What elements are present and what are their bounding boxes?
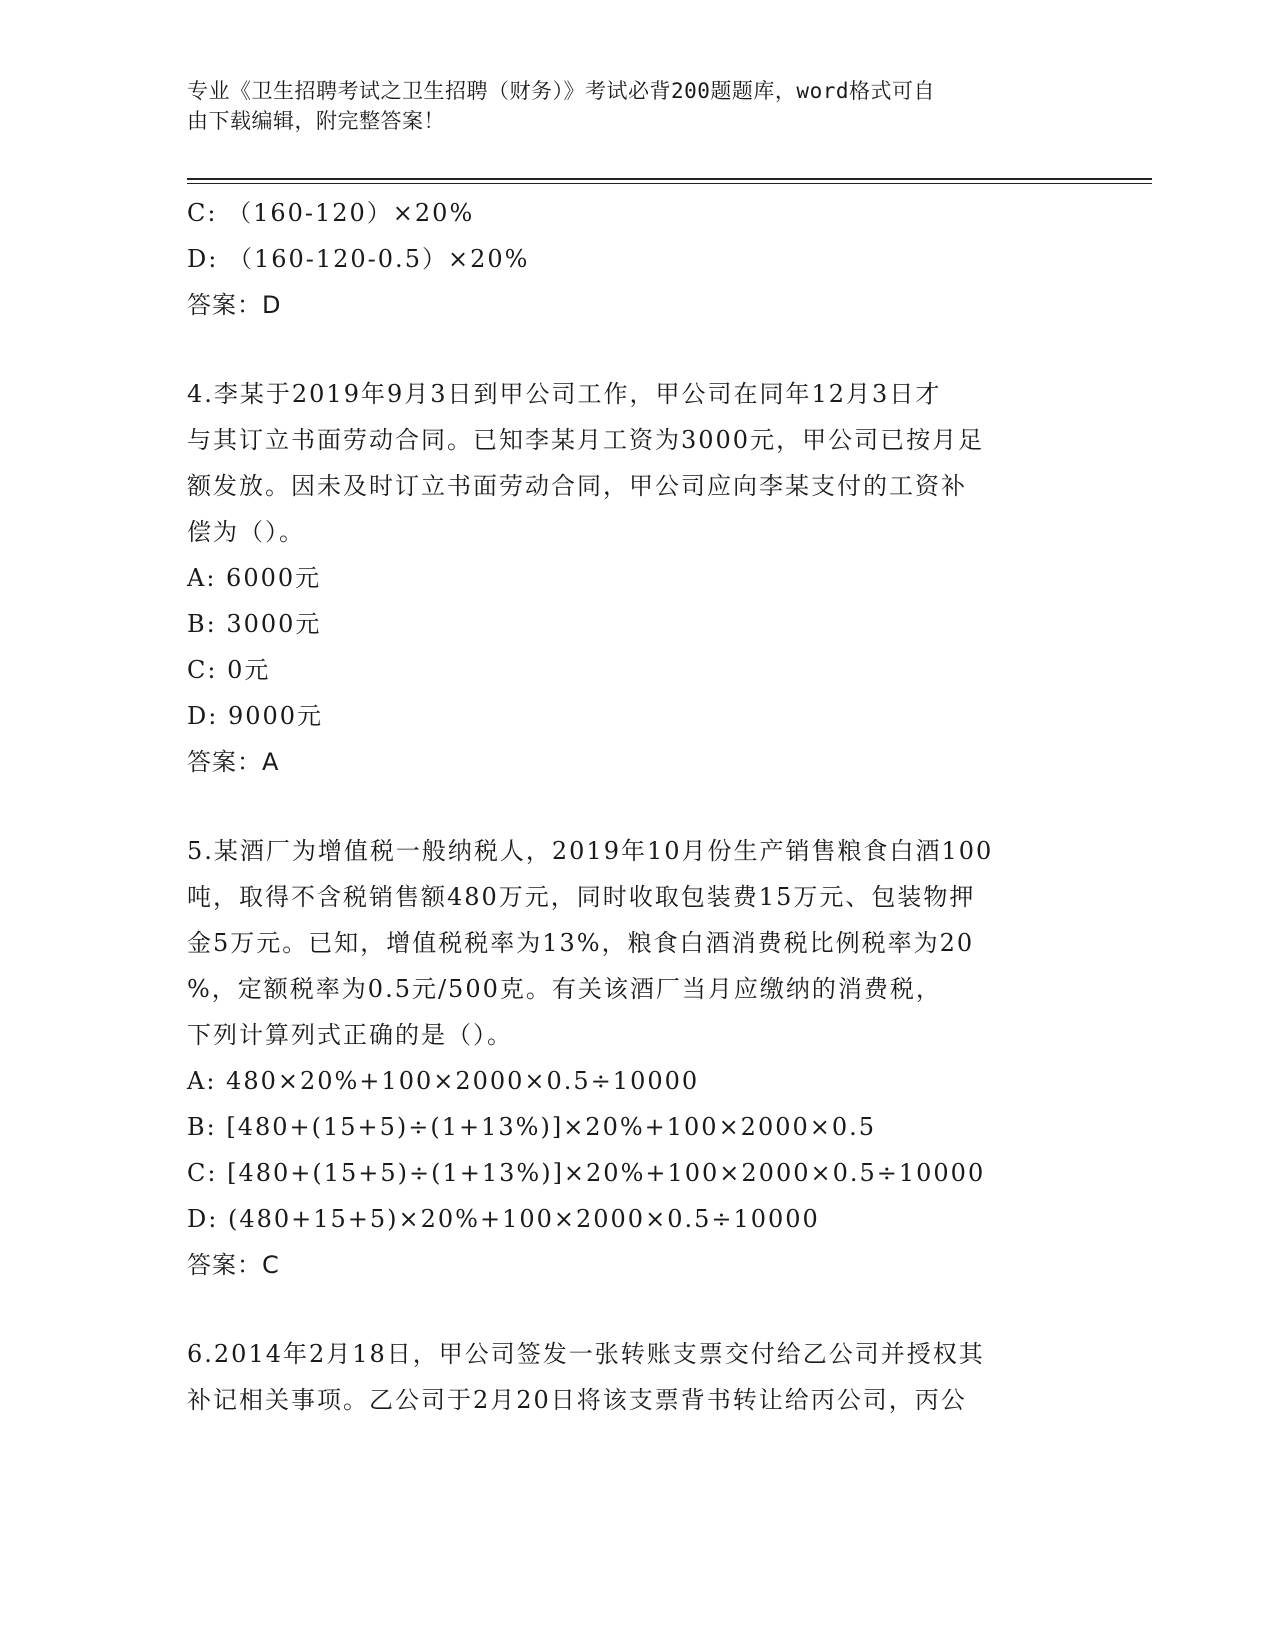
header-line-1: 专业《卫生招聘考试之卫生招聘（财务）》考试必背200题题库，word格式可自 (187, 79, 935, 103)
option-b: B: 3000元 (187, 610, 322, 638)
question-text-line: 偿为（）。 (187, 518, 305, 546)
spacer (187, 785, 1087, 828)
option-d: D: (480+15+5)×20%+100×2000×0.5÷10000 (187, 1205, 820, 1233)
question-text-line: 下列计算列式正确的是（）。 (187, 1021, 513, 1049)
option-a: A: 6000元 (187, 564, 322, 592)
option-b: B: [480+(15+5)÷(1+13%)]×20%+100×2000×0.5 (187, 1113, 877, 1141)
spacer (187, 1288, 1087, 1331)
page-header (187, 76, 1067, 136)
question-6 (187, 1331, 1087, 1423)
answer-line: 答案：D (187, 291, 282, 319)
option-c: C: （160-120）×20% (187, 199, 475, 227)
header-line-2: 由下载编辑，附完整答案！ (187, 109, 445, 133)
question-text-line: 4.李某于2019年9月3日到甲公司工作，甲公司在同年12月3日才 (187, 380, 942, 408)
option-c: C: [480+(15+5)÷(1+13%)]×20%+100×2000×0.5÷10000 (187, 1159, 986, 1187)
question-text-line: 金5万元。已知，增值税税率为13%，粮食白酒消费税比例税率为20 (187, 929, 975, 957)
question-text-line: 补记相关事项。乙公司于2月20日将该支票背书转让给丙公司，丙公 (187, 1386, 967, 1414)
question-text-line: 吨，取得不含税销售额480万元，同时收取包装费15万元、包装物押 (187, 883, 976, 911)
answer-line: 答案：A (187, 748, 280, 776)
option-a: A: 480×20%+100×2000×0.5÷10000 (187, 1067, 700, 1095)
header-divider (187, 178, 1152, 180)
question-5 (187, 828, 1087, 1288)
header-divider-thin (187, 183, 1152, 184)
document-body (187, 190, 1087, 1423)
question-3-tail (187, 190, 1087, 328)
question-text-line: 额发放。因未及时订立书面劳动合同，甲公司应向李某支付的工资补 (187, 472, 967, 500)
question-text-line: %，定额税率为0.5元/500克。有关该酒厂当月应缴纳的消费税， (187, 975, 942, 1003)
question-text-line: 5.某酒厂为增值税一般纳税人，2019年10月份生产销售粮食白酒100 (187, 837, 994, 865)
option-d: D: （160-120-0.5）×20% (187, 245, 530, 273)
answer-line: 答案：C (187, 1251, 280, 1279)
option-d: D: 9000元 (187, 702, 324, 730)
spacer (187, 328, 1087, 371)
question-4 (187, 371, 1087, 785)
option-c: C: 0元 (187, 656, 271, 684)
question-text-line: 6.2014年2月18日，甲公司签发一张转账支票交付给乙公司并授权其 (187, 1340, 985, 1368)
question-text-line: 与其订立书面劳动合同。已知李某月工资为3000元，甲公司已按月足 (187, 426, 985, 454)
